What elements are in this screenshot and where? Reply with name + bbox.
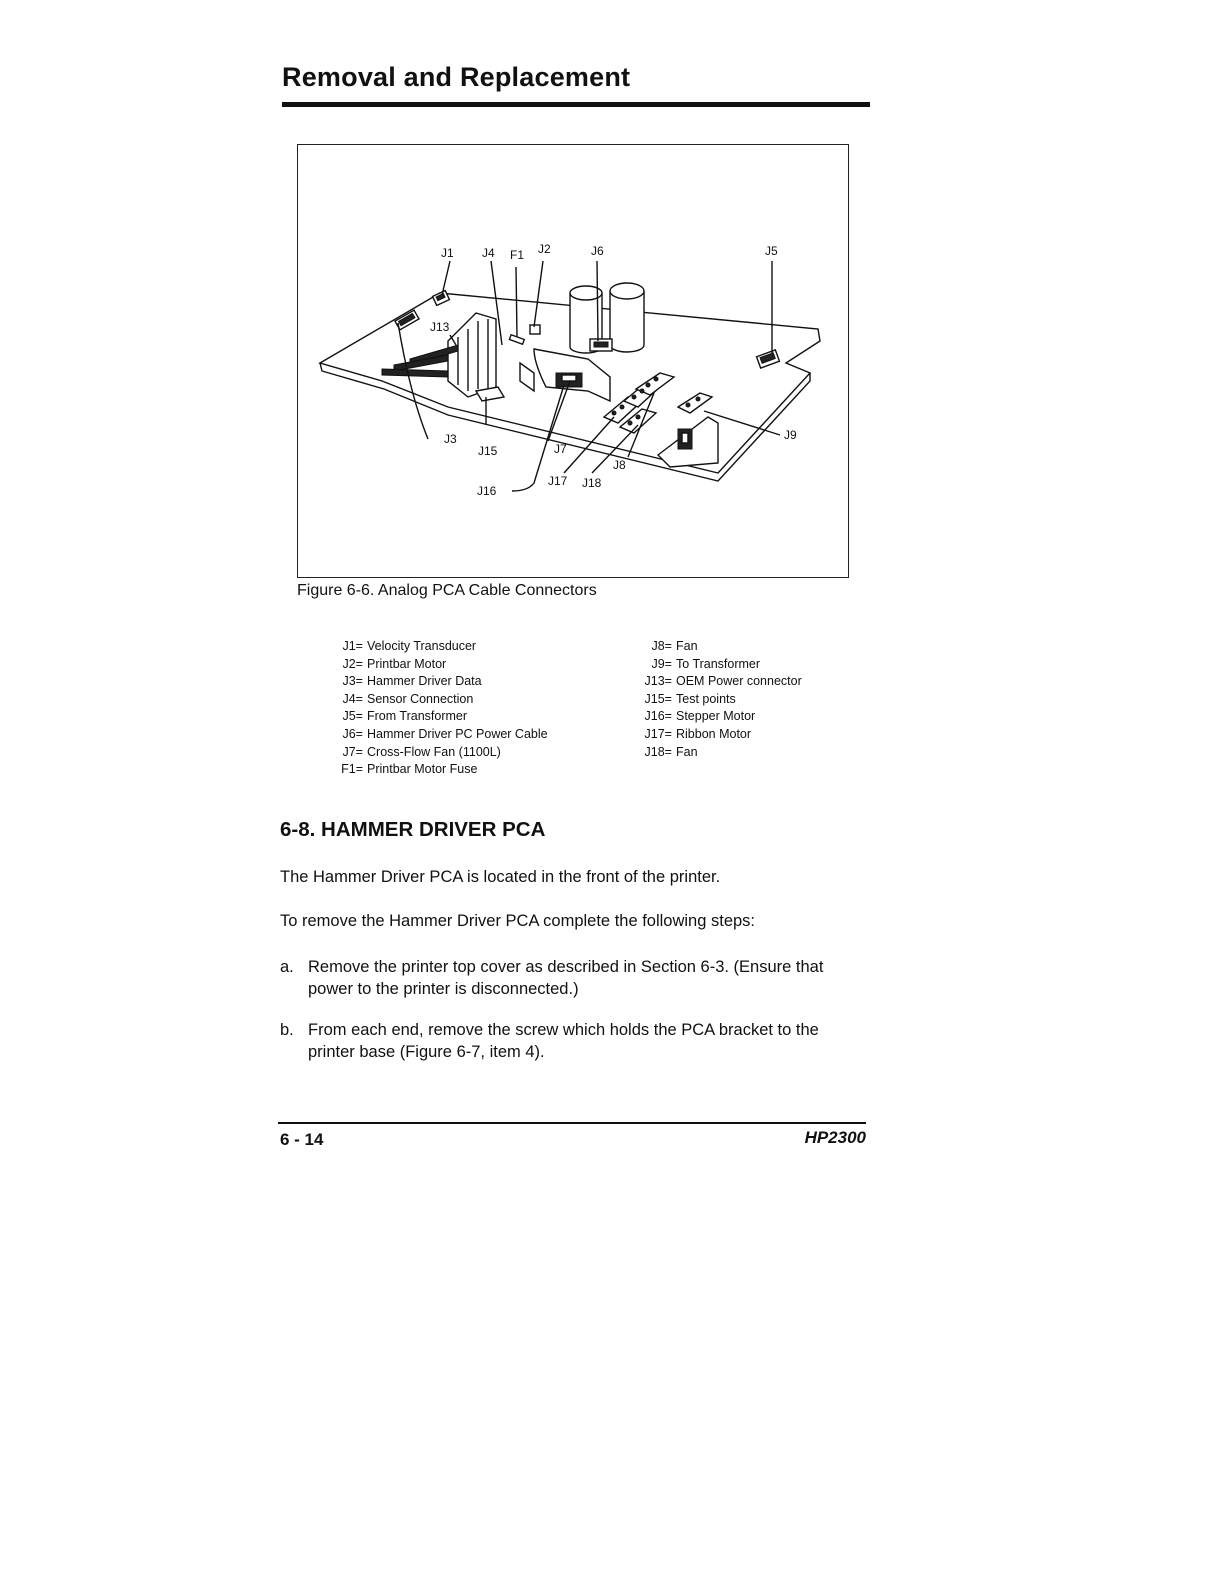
legend-desc: Stepper Motor (676, 709, 756, 724)
legend-desc: From Transformer (367, 709, 468, 724)
legend-desc: Ribbon Motor (676, 726, 752, 741)
legend-key: J3= (342, 674, 363, 689)
legend-desc: Cross-Flow Fan (1100L) (367, 744, 501, 759)
footer-rule (278, 1122, 866, 1124)
legend-row (320, 691, 548, 709)
callout-j6: J6 (591, 244, 604, 258)
lead-paragraph: To remove the Hammer Driver PCA complete the following steps: (280, 912, 756, 930)
legend-desc: Printbar Motor (367, 656, 447, 671)
legend-desc: Hammer Driver Data (367, 674, 482, 689)
step-b (280, 1019, 870, 1063)
legend-row (620, 691, 802, 709)
legend-desc: OEM Power connector (676, 674, 802, 689)
figure-caption: Figure 6-6. Analog PCA Cable Connectors (297, 582, 597, 599)
callout-j4: J4 (482, 246, 495, 260)
legend-key: J13= (644, 674, 672, 689)
legend-desc: Fan (676, 744, 698, 759)
legend-desc: Sensor Connection (367, 691, 474, 706)
step-marker: b. (280, 1021, 294, 1039)
legend-key: J1= (342, 639, 363, 653)
legend-key: J17= (644, 726, 672, 741)
connector-j6-pins (594, 342, 608, 347)
legend-row (320, 744, 548, 762)
model-name: HP2300 (804, 1128, 866, 1147)
legend-key: J5= (342, 709, 363, 724)
legend-desc: Test points (676, 691, 736, 706)
intro-paragraph: The Hammer Driver PCA is located in the front of the printer. (280, 868, 721, 886)
page-header (282, 62, 870, 93)
legend-row (320, 708, 548, 726)
step-text: Remove the printer top cover as described in Section 6-3. (Ensure that power to the printer is disconnected.) (308, 958, 824, 998)
callout-j7: J7 (554, 442, 567, 456)
callout-j2: J2 (538, 242, 551, 256)
legend-desc: Fan (676, 639, 698, 653)
legend-row (320, 656, 548, 674)
figure-frame (297, 144, 849, 578)
callout-j8: J8 (613, 458, 626, 472)
legend-row (320, 726, 548, 744)
legend-desc: To Transformer (676, 656, 761, 671)
step-marker: a. (280, 958, 294, 976)
connector-j2 (530, 325, 540, 334)
callout-j9: J9 (784, 428, 797, 442)
analog-pca-illustration (298, 145, 850, 579)
header-rule (282, 102, 870, 107)
legend-row (620, 726, 802, 744)
legend-key: J7= (342, 744, 363, 759)
legend-row (620, 656, 802, 674)
callout-j16: J16 (477, 484, 497, 498)
step-text: From each end, remove the screw which holds the PCA bracket to the printer base (Figure 6-7, item 4). (308, 1021, 819, 1061)
callout-f1: F1 (510, 248, 525, 262)
step-a (280, 956, 870, 1000)
legend-row (620, 638, 802, 656)
callout-j1: J1 (441, 246, 454, 260)
legend-key: J2= (342, 656, 363, 671)
legend-key: J6= (342, 726, 363, 741)
callout-j3: J3 (444, 432, 457, 446)
legend-desc: Printbar Motor Fuse (367, 762, 478, 777)
section-title: 6-8. HAMMER DRIVER PCA (280, 818, 546, 841)
legend-key: J4= (342, 691, 363, 706)
page-number: 6 - 14 (280, 1130, 324, 1149)
legend-row (620, 708, 802, 726)
legend-right-column (620, 638, 802, 761)
legend-key: J9= (651, 656, 672, 671)
legend-desc: Velocity Transducer (367, 639, 477, 653)
legend-row (620, 673, 802, 691)
legend-row (320, 638, 548, 656)
legend-row (320, 761, 548, 779)
legend-key: J8= (651, 639, 672, 653)
callout-j13: J13 (430, 320, 450, 334)
callout-j18: J18 (582, 476, 602, 490)
callout-j15: J15 (478, 444, 498, 458)
legend-key: F1= (341, 762, 363, 777)
legend-row (620, 744, 802, 762)
legend-left-column (320, 638, 548, 779)
page-title: Removal and Replacement (282, 62, 631, 92)
legend-key: J16= (644, 709, 672, 724)
callout-j17: J17 (548, 474, 568, 488)
legend-key: J18= (644, 744, 672, 759)
callout-j5: J5 (765, 244, 778, 258)
legend-key: J15= (644, 691, 672, 706)
legend-desc: Hammer Driver PC Power Cable (367, 726, 548, 741)
legend-row (320, 673, 548, 691)
